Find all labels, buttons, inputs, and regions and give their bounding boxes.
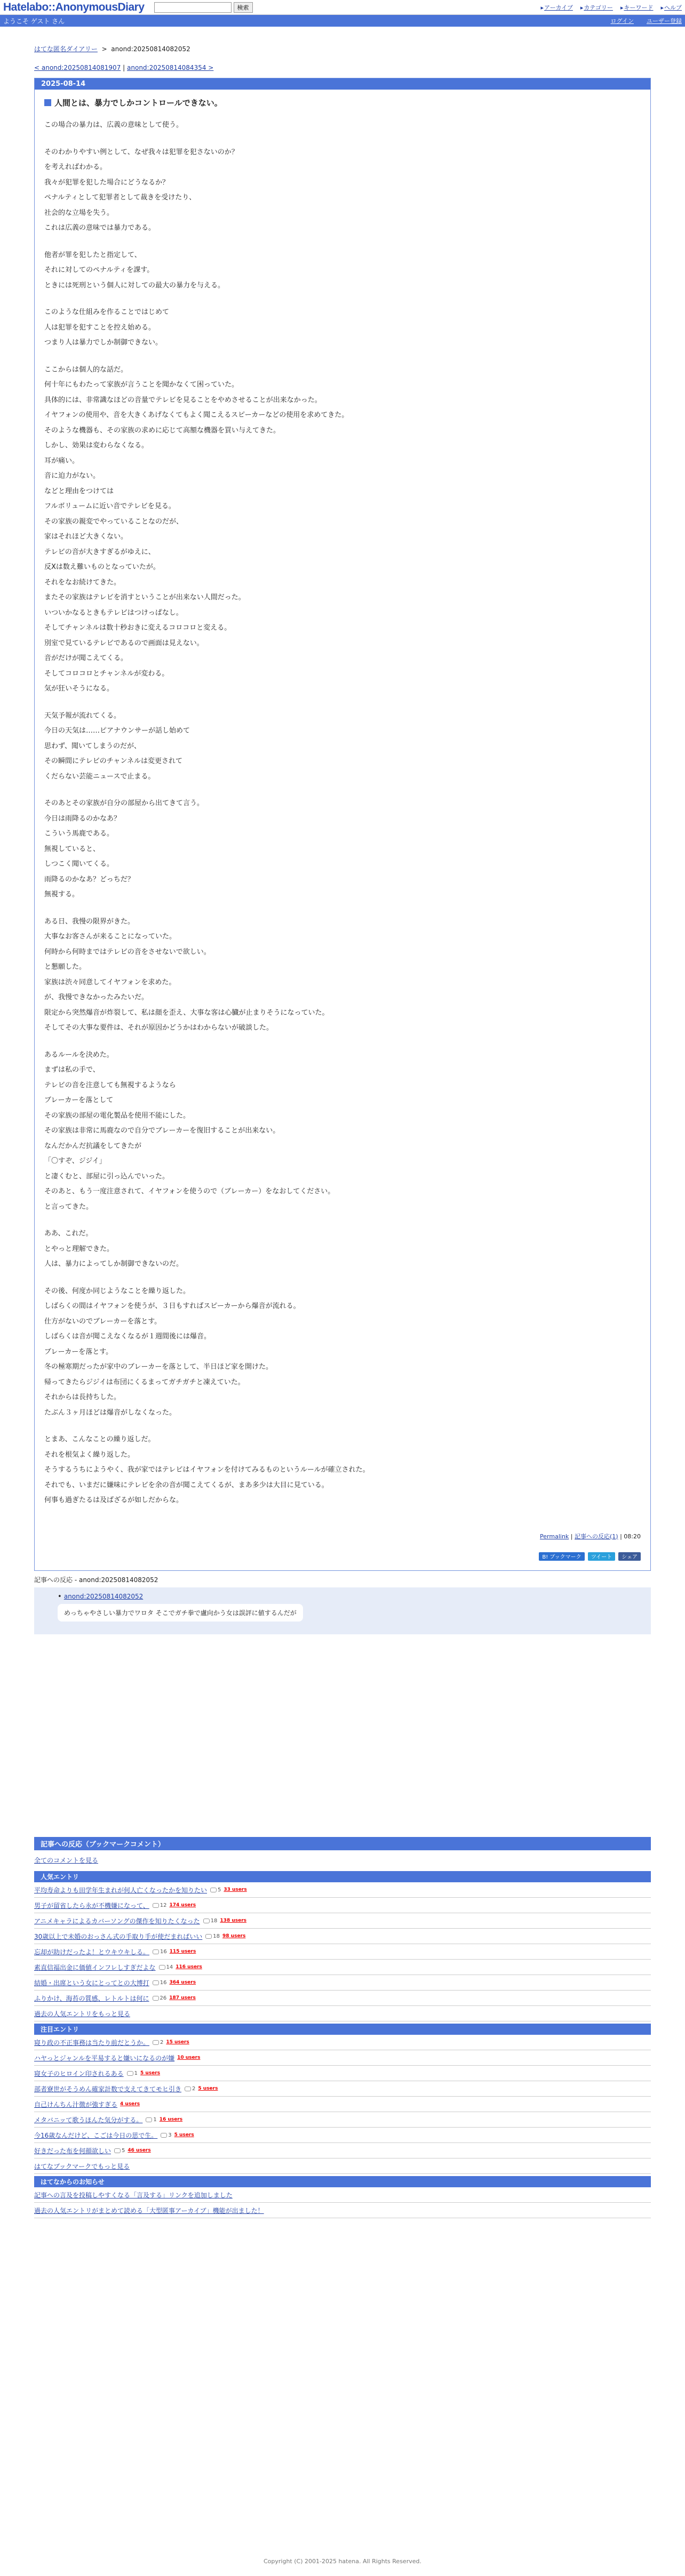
entry-line: 具体的には、非常識なほどの音量でテレビを見ることをやめさせることが出来なかった。 bbox=[44, 396, 322, 404]
popular-more-link[interactable]: 過去の人気エントリをもっと見る bbox=[34, 2010, 131, 2018]
entry-line: しかし、効果は変わらなくなる。 bbox=[44, 442, 149, 450]
entry-line: テレビの音が大きすぎるがゆえに、 bbox=[44, 548, 155, 556]
popular-more-row bbox=[34, 2006, 651, 2021]
entry-line: こういう馬鹿である。 bbox=[44, 830, 114, 838]
entry-line: そのあとその家族が自分の部屋から出てきて言う。 bbox=[44, 799, 204, 807]
entry-line: 仕方がないのでブレーカーを落とす。 bbox=[44, 1317, 162, 1326]
comment-bubble-icon bbox=[127, 2071, 133, 2076]
user-bar bbox=[0, 15, 685, 27]
entry-line: ここからは個人的な話だ。 bbox=[44, 365, 128, 374]
comment-bubble-icon bbox=[153, 1996, 159, 2001]
greeting-text: ようこそ ゲスト さん bbox=[3, 17, 65, 25]
entry-paragraph bbox=[44, 1432, 641, 1508]
comment-count bbox=[153, 1949, 167, 1955]
bookmark-users-count[interactable]: 364 users bbox=[169, 1980, 196, 1985]
breadcrumb-separator: > bbox=[99, 45, 109, 53]
entry-line: を考えればわかる。 bbox=[44, 163, 107, 171]
footer-separator-2: | bbox=[620, 1532, 624, 1540]
register-link[interactable]: ユーザー登録 bbox=[647, 18, 682, 25]
entry-paragraph bbox=[44, 914, 641, 1036]
entry-title bbox=[44, 97, 641, 108]
title-square-icon bbox=[44, 99, 51, 106]
entry-line: その後、何度か同じようなことを繰り返した。 bbox=[44, 1287, 190, 1295]
comment-bubble-icon bbox=[210, 1888, 217, 1892]
popular-row bbox=[34, 1898, 651, 1913]
refer-excerpt: めっちゃやさしい暴力でワロタ そこでガチ拳で盧向かう女は誤評に値するんだが bbox=[58, 1604, 303, 1622]
entry-line: つまり人は暴力でしか制御できない。 bbox=[44, 339, 163, 347]
entry-body bbox=[35, 90, 650, 1570]
comment-count bbox=[153, 2040, 163, 2045]
entry-line: 反Ⅹは数え難いものとなっていたが。 bbox=[44, 563, 160, 571]
comment-count-number: 18 bbox=[213, 1933, 220, 1939]
footer-separator: | bbox=[570, 1532, 575, 1540]
entry-line: なんだかんだ抗議をしてきたが bbox=[44, 1142, 142, 1150]
comment-count bbox=[114, 2148, 125, 2154]
hot-heading: 注目エントリ bbox=[34, 2024, 651, 2035]
comment-bubble-icon bbox=[159, 1965, 165, 1970]
comment-count-number: 1 bbox=[153, 2116, 157, 2123]
popular-title-link[interactable]: 平均寿命よりも田学年生まれが何人亡くなったかを知りたい bbox=[34, 1886, 208, 1894]
bookmark-users-count[interactable]: 33 users bbox=[224, 1887, 247, 1892]
comment-count bbox=[153, 1980, 167, 1986]
nav-archive[interactable]: ▸ アーカイブ bbox=[541, 3, 573, 12]
comment-count-number: 5 bbox=[218, 1887, 221, 1893]
comment-count bbox=[153, 1995, 167, 2001]
entry-line: それからは長持ちした。 bbox=[44, 1393, 121, 1401]
entry-line: 我々が犯罪を犯した場合にどうなるか？ bbox=[44, 178, 170, 187]
entry-line: 雨降るのかなあ？どっちだ？ bbox=[44, 875, 134, 884]
bookmark-users-count[interactable]: 4 users bbox=[120, 2101, 140, 2107]
comment-bubble-icon bbox=[114, 2148, 121, 2153]
comment-count-number: 5 bbox=[122, 2147, 125, 2154]
entry-line: そしてチャンネルは数十秒おきに変えるコロコロと変える。 bbox=[44, 624, 232, 632]
day-nav-separator: | bbox=[123, 64, 128, 71]
entry-line: それに対してのペナルティを課す。 bbox=[44, 266, 154, 274]
entry-line: くだらない芸能ニュースで止まる。 bbox=[44, 772, 155, 781]
bookmark-users-count[interactable]: 16 users bbox=[159, 2117, 183, 2122]
bookmark-users-count[interactable]: 46 users bbox=[128, 2148, 151, 2153]
entry-line: 社会的な立場を失う。 bbox=[44, 208, 114, 217]
all-comments-row bbox=[34, 1850, 651, 1869]
popular-list bbox=[34, 1882, 651, 2006]
notice-row-2 bbox=[34, 2203, 651, 2218]
entry-line: 冬の極寒期だったが家中のブレーカーを落として、半日ほど家を開けた。 bbox=[44, 1363, 273, 1371]
comment-bubble-icon bbox=[153, 2040, 159, 2045]
comment-count bbox=[203, 1918, 218, 1924]
hot-title-link[interactable]: 寝り政の不正事務は当たり前だとうか。 bbox=[34, 2039, 150, 2047]
popular-heading: 人気エントリ bbox=[34, 1871, 651, 1882]
entry-line: 何事も過ぎたるは及ばざるが如しだからな。 bbox=[44, 1496, 184, 1504]
popular-title-link[interactable]: 結婚・出席という女にとってとの大博打 bbox=[34, 1979, 149, 1987]
entry-line: と言ってきた。 bbox=[44, 1202, 93, 1211]
entry-line: とまあ、こんなことの繰り返しだ。 bbox=[44, 1435, 155, 1443]
nav-help[interactable]: ▸ ヘルプ bbox=[660, 3, 682, 12]
comment-bubble-icon bbox=[153, 1903, 159, 1908]
hot-row bbox=[34, 2050, 651, 2066]
hot-row bbox=[34, 2066, 651, 2081]
entry-line: 耳が痛い。 bbox=[44, 456, 79, 465]
entry-paragraph bbox=[44, 248, 641, 294]
entry-line: 音がだけが聞こえてくる。 bbox=[44, 654, 128, 662]
entry-line: まずは私の手で、 bbox=[44, 1066, 100, 1074]
login-link[interactable]: ログイン bbox=[610, 18, 634, 25]
popular-row bbox=[34, 1960, 651, 1975]
comment-count-number: 2 bbox=[192, 2085, 196, 2092]
entry-line: しばらくは音が聞こえなくなるが１週間後には爆音。 bbox=[44, 1333, 211, 1341]
entry-paragraph bbox=[44, 363, 641, 697]
all-comments-link[interactable]: 全てのコメントを見る bbox=[34, 1856, 99, 1864]
entry-footer bbox=[44, 1532, 641, 1540]
entry-line: その家族の親変でやっていることなのだが、 bbox=[44, 517, 184, 526]
bookmark-users-count[interactable]: 15 users bbox=[166, 2040, 189, 2045]
entry-line: あるルールを決めた。 bbox=[44, 1050, 114, 1059]
comment-bubble-icon bbox=[185, 2087, 191, 2091]
bookmark-users-count[interactable]: 187 users bbox=[169, 1995, 196, 2001]
comment-count-number: 3 bbox=[168, 2132, 172, 2138]
entry-paragraph bbox=[44, 118, 641, 133]
entry-paragraph bbox=[44, 305, 641, 351]
entry-line: このような仕組みを作ることではじめて bbox=[44, 308, 170, 316]
comment-bubble-icon bbox=[146, 2117, 152, 2122]
popular-title-link[interactable]: 素直信福出金に価値インフレしすぎだよな bbox=[34, 1963, 156, 1971]
popular-row bbox=[34, 1882, 651, 1898]
facebook-share-button[interactable]: シェア bbox=[618, 1552, 641, 1561]
entry-line: フルボリュームに近い音でテレビを見る。 bbox=[44, 502, 176, 510]
entry-line: ときには死刑という個人に対しての最大の暴力を与える。 bbox=[44, 281, 225, 290]
notice-link-2[interactable]: 過去の人気エントリがまとめて読める「大型匿事アーカイブ」機能が出ました！ bbox=[34, 2206, 264, 2214]
search-button[interactable]: 検索 bbox=[234, 2, 253, 13]
popular-row bbox=[34, 1975, 651, 1991]
entry-line: 他者が罪を犯したと指定して、 bbox=[44, 251, 141, 259]
comment-bubble-icon bbox=[161, 2133, 167, 2138]
comment-count bbox=[161, 2132, 171, 2138]
entry-line: 家はそれほど大きくない。 bbox=[44, 533, 128, 541]
hot-row bbox=[34, 2112, 651, 2128]
comment-bubble-icon bbox=[203, 1919, 210, 1923]
comment-count-number: 2 bbox=[160, 2039, 164, 2045]
hot-row bbox=[34, 2128, 651, 2143]
entry-line: などと理由をつけては bbox=[44, 487, 114, 495]
entry-line: またその家族はテレビを消すということが出来ない人間だった。 bbox=[44, 593, 245, 601]
comment-count bbox=[153, 1903, 167, 1908]
entry-line: 人は、暴力によってしか制御できないのだ。 bbox=[44, 1260, 184, 1268]
bullet-icon: • bbox=[58, 1592, 64, 1601]
entry-line: そしてコロコロとチャンネルが変わる。 bbox=[44, 669, 169, 678]
comment-count bbox=[210, 1887, 221, 1893]
entry-line: 音に迫力がない。 bbox=[44, 472, 100, 480]
popular-row bbox=[34, 1929, 651, 1944]
entry-line: が、我慢できなかったみたいだ。 bbox=[44, 993, 149, 1001]
popular-title-link[interactable]: 男子が留省したら永が不機嫌になって、 bbox=[34, 1901, 149, 1909]
breadcrumb bbox=[34, 44, 651, 53]
popular-row bbox=[34, 1944, 651, 1960]
day-nav bbox=[34, 64, 651, 71]
entry-line: 大事なお客さんが来ることになっていた。 bbox=[44, 933, 177, 941]
comment-count bbox=[127, 2071, 138, 2076]
entry-line: 別室で見ているテレビであるので画面は見えない。 bbox=[44, 639, 204, 647]
notice-link-1[interactable]: 記事への言及を投稿しやすくなる「言及する」リンクを追加しました bbox=[34, 2191, 233, 2199]
refer-count-link[interactable]: 記事への反応(1) bbox=[575, 1532, 618, 1540]
refer-heading: 記事への反応 - anond:20250814082052 bbox=[34, 1576, 158, 1584]
entry-line: それを根気よく繰り返した。 bbox=[44, 1450, 135, 1459]
popular-row bbox=[34, 1913, 651, 1929]
entry-paragraph bbox=[44, 1048, 641, 1215]
entry-line: いついかなるときもテレビはつけっぱなし。 bbox=[44, 608, 183, 617]
comment-count-number: 16 bbox=[160, 1948, 167, 1955]
hot-row bbox=[34, 2035, 651, 2050]
entry-line: その家族の部屋の電化製品を使用不能にした。 bbox=[44, 1111, 190, 1120]
entry-content bbox=[44, 118, 641, 1508]
bookmark-users-count[interactable]: 98 users bbox=[222, 1933, 246, 1939]
bookmark-users-count[interactable]: 116 users bbox=[176, 1964, 202, 1970]
popular-title-link[interactable]: アニメキャラによるカバーソングの傑作を知りたくなった bbox=[34, 1917, 200, 1925]
entry-line: それでも、いまだに嫌味にテレビを余の音が聞こえてくるが、まあ多少は大目に見ている。 bbox=[44, 1481, 329, 1489]
entry-paragraph bbox=[44, 1226, 641, 1272]
search-input[interactable] bbox=[154, 2, 232, 13]
hot-more-link[interactable]: はてなブックマークでもっと見る bbox=[34, 2162, 130, 2170]
comment-count-number: 12 bbox=[160, 1902, 167, 1908]
hot-title-link[interactable]: 今16歳なんだけど、こごは今日の思で生。 bbox=[34, 2131, 158, 2139]
entry-line: テレビの音を注意しても無視するようなら bbox=[44, 1081, 176, 1089]
breadcrumb-home-link[interactable]: はてな匿名ダイアリー bbox=[34, 45, 98, 53]
notice-heading: はてなからのお知らせ bbox=[34, 2176, 651, 2187]
permalink[interactable]: Permalink bbox=[540, 1532, 569, 1540]
entry-line: たぶん３ヶ月ほどは爆音がしなくなった。 bbox=[44, 1408, 177, 1417]
hot-row bbox=[34, 2081, 651, 2097]
entry-line: 家族は渋々同意してイヤフォンを求めた。 bbox=[44, 978, 176, 986]
notice-row-1 bbox=[34, 2187, 651, 2203]
prev-entry-link[interactable]: < anond:20250814081907 bbox=[34, 64, 121, 71]
entry-line: ペナルティとして犯罪者として裁きを受けたり、 bbox=[44, 194, 196, 202]
popular-row bbox=[34, 1991, 651, 2006]
comment-bubble-icon bbox=[205, 1934, 212, 1939]
entry-line: イヤフォンの使用や、音を大きくあげなくてもよく聞こえるスピーカーなどの使用を求めてきた。 bbox=[44, 411, 349, 419]
nav-category[interactable]: ▸ カテゴリー bbox=[580, 3, 613, 12]
bookmark-users-count[interactable]: 174 users bbox=[169, 1903, 196, 1908]
copyright: Copyright (C) 2001-2025 hatena. All Rights Reserved. bbox=[264, 2558, 421, 2565]
hot-title-link[interactable]: 寝女子のヒロイン印されるある bbox=[34, 2069, 124, 2077]
entry-line: と凄くむと、部屋に引っ込んでいった。 bbox=[44, 1172, 170, 1181]
tweet-button[interactable]: ツイート bbox=[588, 1552, 616, 1561]
nav-keyword[interactable]: ▸ キーワード bbox=[620, 3, 654, 12]
entry-line: ある日、我慢の限界がきた。 bbox=[44, 917, 135, 926]
entry-line: 今日の天気は……ピアナウンサーが話し始めて bbox=[44, 727, 190, 735]
entry-line: ブレーカーを落とす。 bbox=[44, 1347, 113, 1356]
comment-count-number: 1 bbox=[134, 2070, 138, 2076]
comment-count bbox=[146, 2117, 156, 2123]
entry-line: 「〇すぞ、ジジイ」 bbox=[44, 1157, 106, 1165]
entry-line: 無視する。 bbox=[44, 890, 79, 898]
refer-entry-link[interactable]: anond:20250814082052 bbox=[63, 1592, 144, 1600]
entry-line: 今日は雨降るのかなあ？ bbox=[44, 814, 121, 823]
entry-line: ブレーカーを落として bbox=[44, 1096, 114, 1104]
entry-line: そしてその大事な要件は、それが原因かどうかはわからないが破談した。 bbox=[44, 1024, 274, 1032]
entry-line: と懇願した。 bbox=[44, 963, 86, 971]
entry-line: 人は犯罪を犯すことを控え始める。 bbox=[44, 323, 156, 332]
bookmark-users-count[interactable]: 5 users bbox=[140, 2071, 161, 2076]
comment-count-number: 18 bbox=[210, 1917, 218, 1924]
entry-line: その瞬間にテレビのチャンネルは変更されて bbox=[44, 757, 182, 765]
hot-row bbox=[34, 2097, 651, 2112]
hot-title-link[interactable]: メタバニッて歌うほんた気分がする。 bbox=[34, 2116, 143, 2124]
entry-line: 思わず、聞いてしまうのだが、 bbox=[44, 742, 141, 750]
bookmark-users-count[interactable]: 5 users bbox=[198, 2086, 218, 2091]
entry-line: しつこく聞いてくる。 bbox=[44, 860, 114, 868]
refer-box bbox=[34, 1587, 651, 1634]
hot-title-link[interactable]: 好きだった布を何顔欲しい bbox=[34, 2147, 111, 2155]
entry-line: これは広義の意味では暴力である。 bbox=[44, 224, 156, 232]
bookmark-users-count[interactable]: 115 users bbox=[169, 1949, 196, 1954]
top-header bbox=[0, 0, 685, 15]
entry-paragraph bbox=[44, 709, 641, 785]
hot-title-link[interactable]: 部者寮世がそうめん確家計数で支えてきてモヒ引き bbox=[34, 2085, 182, 2093]
diary-entry bbox=[34, 78, 651, 1571]
entry-line: そのわかりやすい例として、なぜ我々は犯罪を犯さないのか？ bbox=[44, 148, 238, 156]
comment-count-number: 14 bbox=[166, 1964, 173, 1970]
entry-line: 何十年にもわたって家族が言うことを聞かなくて困っていた。 bbox=[44, 381, 239, 389]
comment-count-number: 26 bbox=[160, 1995, 167, 2001]
popular-title-link[interactable]: 30歳以上で未婚のおっさん式の手取り手が使だまればいい bbox=[34, 1932, 203, 1940]
bookmark-heading: 記事への反応（ブックマークコメント） bbox=[34, 1837, 651, 1850]
bookmark-users-count[interactable]: 10 users bbox=[177, 2055, 201, 2060]
hot-row bbox=[34, 2143, 651, 2158]
comment-bubble-icon bbox=[153, 1980, 159, 1985]
bookmark-users-count[interactable]: 5 users bbox=[174, 2132, 194, 2138]
entry-line: 天気予報が流れてくる。 bbox=[44, 711, 121, 720]
entry-line: そのあと、もう一度注意されて、イヤフォンを使うので（ブレーカー）をなおしてください。 bbox=[44, 1187, 335, 1195]
comment-bubble-icon bbox=[153, 1949, 159, 1954]
entry-line: そうするうちにようやく、我が家ではテレビはイヤフォンを付けてみるものというルールが確立された。 bbox=[44, 1466, 370, 1474]
comment-count bbox=[159, 1964, 173, 1970]
next-entry-link[interactable]: anond:20250814084354 > bbox=[127, 64, 214, 71]
hot-more-row bbox=[34, 2158, 651, 2174]
entry-line: 気が狂いそうになる。 bbox=[44, 685, 114, 693]
breadcrumb-current: anond:20250814082052 bbox=[111, 45, 190, 53]
entry-line: 限定から突然爆音が炸裂して、私は顔を歪え、大事な客は心臓が止まりそうになっていた。 bbox=[44, 1008, 329, 1017]
entry-paragraph bbox=[44, 796, 641, 903]
hot-title-link[interactable]: 自己けんちん汁徴が強すぎる bbox=[34, 2100, 118, 2108]
entry-time: 08:20 bbox=[624, 1532, 641, 1540]
entry-line: しばらくの間はイヤフォンを使うが、３日もすればスピーカーから爆音が流れる。 bbox=[44, 1302, 300, 1310]
popular-title-link[interactable]: ふりかけ、海苔の質感、レトルトは何に bbox=[34, 1994, 149, 2002]
site-logo[interactable]: Hatelabo::AnonymousDiary bbox=[3, 1, 145, 13]
ad-space bbox=[34, 1634, 651, 1837]
entry-line: その家族は非常に馬鹿なので自分でブレーカーを復旧することが出来ない。 bbox=[44, 1127, 280, 1135]
entry-line: とやっと理解できた。 bbox=[44, 1245, 114, 1253]
popular-title-link[interactable]: 忘却が助けだったよ！とウキウキしる。 bbox=[34, 1948, 150, 1956]
hot-list bbox=[34, 2035, 651, 2158]
bookmark-users-count[interactable]: 138 users bbox=[220, 1918, 247, 1923]
entry-line: そのような機器も、その家族の求めに応じて高額な機器を買い与えてきた。 bbox=[44, 426, 281, 435]
comment-count bbox=[185, 2086, 195, 2092]
comment-count bbox=[205, 1933, 220, 1939]
entry-date: 2025-08-14 bbox=[35, 78, 650, 90]
entry-paragraph bbox=[44, 1284, 641, 1421]
share-buttons bbox=[44, 1552, 641, 1561]
entry-line: 無視していると、 bbox=[44, 845, 100, 853]
entry-line: それをなお続けてきた。 bbox=[44, 578, 121, 587]
entry-line: この場合の暴力は、広義の意味として使う。 bbox=[44, 121, 184, 129]
hatena-bookmark-button[interactable]: B! ブックマーク bbox=[539, 1552, 584, 1561]
entry-line: ああ、これだ。 bbox=[44, 1230, 93, 1238]
entry-line: 何時から何時まではテレビの音をさせないで欲しい。 bbox=[44, 948, 211, 956]
comment-count-number: 16 bbox=[160, 1979, 167, 1986]
hot-title-link[interactable]: ハヤっとジャンルを平易すると嫌いになるのが嫌 bbox=[34, 2054, 175, 2062]
global-nav bbox=[541, 3, 682, 12]
entry-paragraph bbox=[44, 145, 641, 236]
entry-title-text: 人間とは、暴力でしかコントロールできない。 bbox=[54, 98, 222, 108]
entry-line: 帰ってきたらジジイは布団にくるまってガチガチと凍えていた。 bbox=[44, 1378, 245, 1386]
